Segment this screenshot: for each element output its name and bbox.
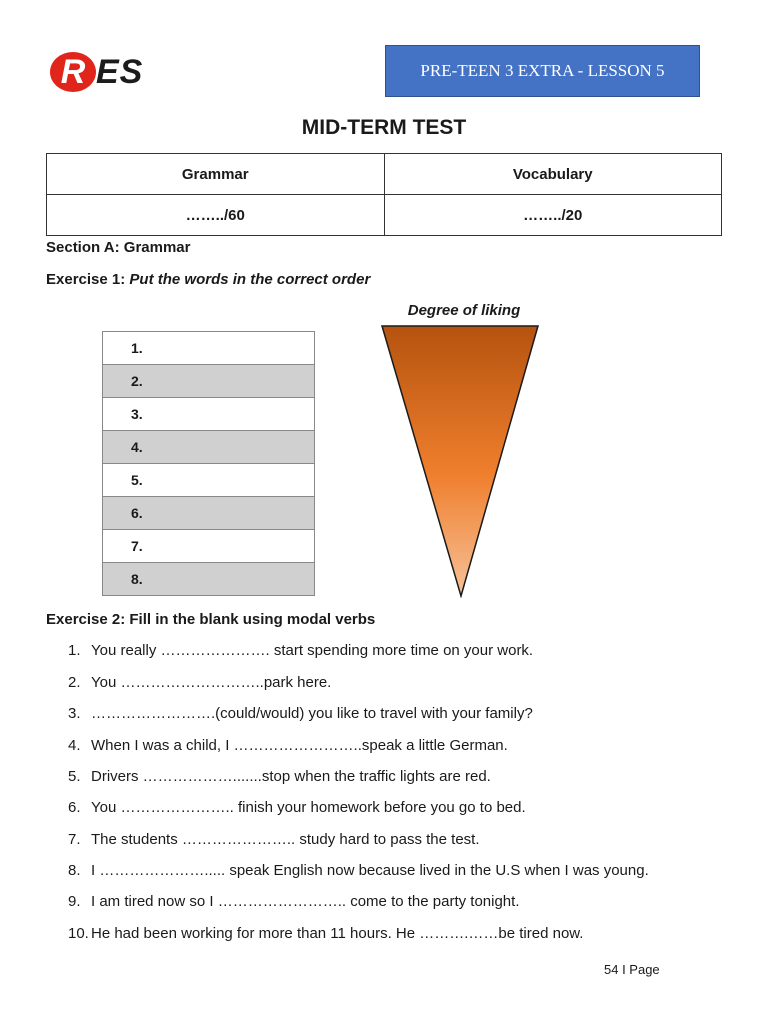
- question-item: [68, 925, 583, 942]
- vocabulary-score: ……../20: [384, 195, 722, 236]
- order-row-number: 8.: [103, 563, 315, 596]
- page-title: MID-TERM TEST: [301, 116, 467, 139]
- grammar-header: Grammar: [47, 154, 385, 195]
- section-a-heading: Section A: Grammar: [46, 239, 191, 256]
- grammar-score: ……../60: [47, 195, 385, 236]
- question-text: When I was a child, I ……………………..speak a little German.: [91, 737, 508, 754]
- order-row-number: 3.: [103, 398, 315, 431]
- question-item: [68, 674, 331, 691]
- question-number: 9.: [68, 893, 81, 910]
- question-item: [68, 799, 526, 816]
- question-number: 1.: [68, 642, 81, 659]
- logo-letters-es: ES: [96, 53, 144, 91]
- res-logo: [50, 52, 162, 94]
- question-number: 10.: [68, 925, 89, 942]
- question-number: 2.: [68, 674, 81, 691]
- degree-of-liking-triangle: [380, 324, 540, 598]
- order-row: [103, 464, 315, 497]
- exercise1-label: Exercise 1:: [46, 271, 130, 288]
- order-row-number: 6.: [103, 497, 315, 530]
- order-row: [103, 365, 315, 398]
- page-number: 54 I Page: [604, 962, 660, 977]
- exercise1-instruction: Put the words in the correct order: [129, 271, 371, 288]
- order-row-number: 7.: [103, 530, 315, 563]
- question-item: [68, 862, 649, 879]
- lesson-label: PRE-TEEN 3 EXTRA - LESSON 5: [420, 61, 665, 80]
- question-text: You really …………………. start spending more time on your work.: [91, 642, 534, 659]
- order-row-number: 2.: [103, 365, 315, 398]
- score-table-header-row: [47, 154, 722, 195]
- order-row: [103, 497, 315, 530]
- lesson-banner: [385, 45, 700, 97]
- question-number: 3.: [68, 705, 81, 722]
- order-row: [103, 431, 315, 464]
- question-text: Drivers ……………….......stop when the traffic lights are red.: [91, 768, 491, 785]
- question-item: [68, 737, 508, 754]
- order-row-number: 1.: [103, 332, 315, 365]
- question-text: You ………………………..park here.: [91, 674, 332, 691]
- question-number: 6.: [68, 799, 81, 816]
- order-row-number: 4.: [103, 431, 315, 464]
- question-number: 4.: [68, 737, 81, 754]
- question-item: [68, 893, 519, 910]
- question-text: You ………………….. finish your homework before you go to bed.: [91, 799, 526, 816]
- order-row: [103, 332, 315, 365]
- score-table-score-row: [47, 195, 722, 236]
- exercise2-heading: Exercise 2: Fill in the blank using modal verbs: [46, 611, 376, 628]
- question-item: [68, 831, 480, 848]
- vocabulary-header: Vocabulary: [384, 154, 722, 195]
- order-row: [103, 398, 315, 431]
- question-item: [68, 768, 491, 785]
- question-text: I …………………..... speak English now because lived in the U.S when I was young.: [91, 862, 649, 879]
- question-number: 5.: [68, 768, 81, 785]
- question-item: [68, 642, 533, 659]
- order-row: [103, 563, 315, 596]
- question-text: I am tired now so I …………………….. come to the party tonight.: [91, 893, 520, 910]
- order-row: [103, 530, 315, 563]
- order-table: [102, 331, 315, 596]
- logo-letter-r: R: [60, 53, 86, 91]
- question-number: 7.: [68, 831, 81, 848]
- score-table: [46, 153, 722, 236]
- triangle-shape: [382, 326, 538, 596]
- question-text: …………………….(could/would) you like to travel with your family?: [91, 705, 533, 722]
- order-row-number: 5.: [103, 464, 315, 497]
- degree-of-liking-caption: Degree of liking: [407, 302, 521, 319]
- exercise1-heading: [46, 271, 370, 288]
- question-text: He had been working for more than 11 hours. He ……….……be tired now.: [91, 925, 584, 942]
- question-number: 8.: [68, 862, 81, 879]
- question-item: [68, 705, 533, 722]
- question-text: The students ………………….. study hard to pass the test.: [91, 831, 480, 848]
